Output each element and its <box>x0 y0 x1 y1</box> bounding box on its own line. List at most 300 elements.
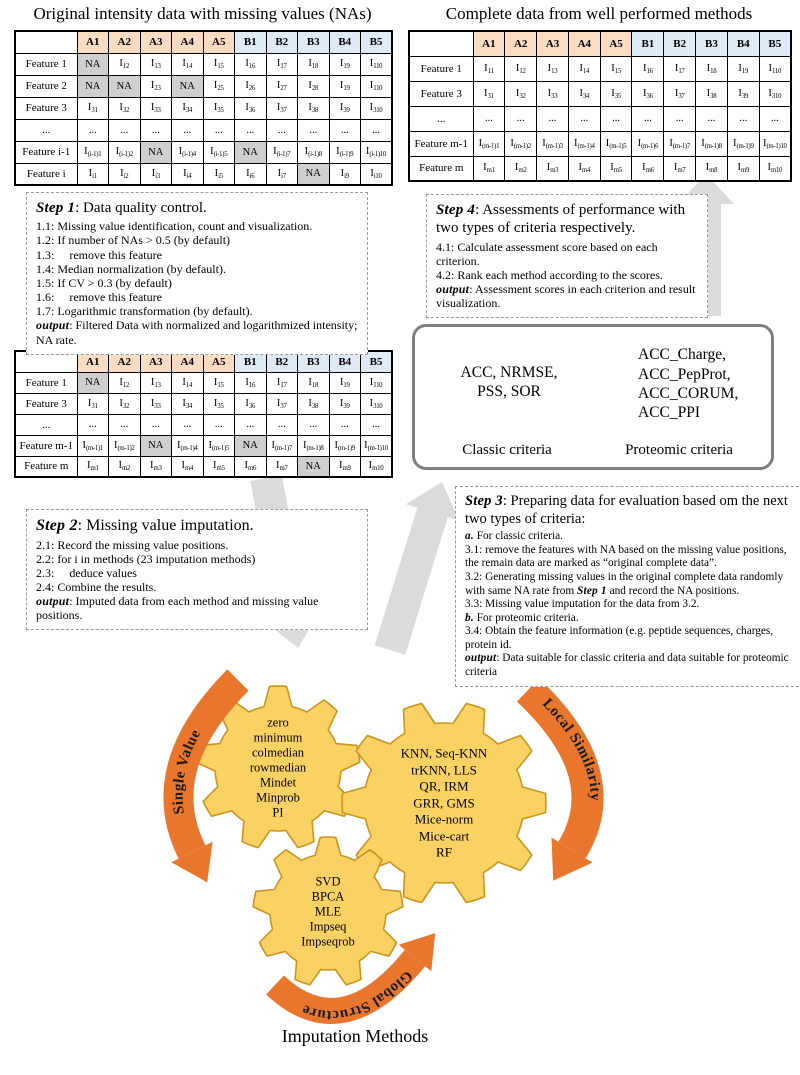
step1-lines <box>36 219 361 347</box>
table-row <box>15 456 392 477</box>
value-cell: $I_{19}$ <box>329 53 361 75</box>
value-cell: $I_{i5}$ <box>203 163 235 185</box>
value-cell: $I_{26}$ <box>235 75 267 97</box>
value-cell: $I_{15}$ <box>203 53 235 75</box>
value-cell: $I_{(i-1)2}$ <box>109 141 141 163</box>
column-header: A1 <box>77 351 109 372</box>
text-line: colmedian <box>251 745 305 760</box>
value-cell: $I_{18}$ <box>298 53 330 75</box>
value-cell: ... <box>140 414 172 435</box>
value-cell: $I_{110}$ <box>361 53 393 75</box>
text-line: PSS, SOR <box>477 383 541 400</box>
text-line: GRR, GMS <box>413 794 475 810</box>
row-label: Feature m <box>409 156 473 181</box>
value-cell: ... <box>298 119 330 141</box>
value-cell: $I_{m1}$ <box>77 456 109 477</box>
text-line: 4.2: Rank each method according to the scores. <box>436 267 663 282</box>
na-cell: NA <box>140 141 172 163</box>
value-cell: $I_{39}$ <box>329 97 361 119</box>
step1-box <box>26 192 368 355</box>
column-header: B3 <box>696 31 728 56</box>
text-line: ACC_CORUM, <box>638 385 739 402</box>
value-cell: $I_{(m-1)2}$ <box>109 435 141 456</box>
value-cell: $I_{i1}$ <box>77 163 109 185</box>
value-cell: $I_{31}$ <box>77 97 109 119</box>
classic-criteria-label: Classic criteria <box>462 442 552 458</box>
value-cell: ... <box>568 106 600 131</box>
value-cell: $I_{(i-1)8}$ <box>298 141 330 163</box>
value-cell: $I_{38}$ <box>298 393 330 414</box>
value-cell: $I_{39}$ <box>329 393 361 414</box>
figure-caption: Imputation Methods <box>281 1026 429 1046</box>
step3-title: Step 3: Preparing data for evaluation based om the next two types of criteria: <box>465 493 788 527</box>
column-header: B3 <box>298 351 330 372</box>
value-cell: ... <box>727 106 759 131</box>
value-cell: $I_{(m-1)8}$ <box>696 131 728 156</box>
value-cell: $I_{16}$ <box>632 56 664 81</box>
value-cell: ... <box>235 414 267 435</box>
text-line: ACC_Charge, <box>638 346 726 364</box>
value-cell: ... <box>664 106 696 131</box>
column-header: A5 <box>203 31 235 53</box>
text-line: 1.4: Median normalization (by default). <box>36 261 226 276</box>
value-cell: $I_{m6}$ <box>235 456 267 477</box>
table-row <box>15 414 392 435</box>
value-cell: $I_{37}$ <box>664 81 696 106</box>
text-line: KNN, Seq-KNN <box>400 745 488 761</box>
row-label: Feature 1 <box>409 56 473 81</box>
value-cell: $I_{34}$ <box>172 393 204 414</box>
step1-title: Step 1: Data quality control. <box>36 200 207 216</box>
value-cell: ... <box>600 106 632 131</box>
column-header <box>409 31 473 56</box>
value-cell: $I_{(m-1)10}$ <box>361 435 393 456</box>
value-cell: $I_{(i-1)4}$ <box>172 141 204 163</box>
table-row <box>15 53 392 75</box>
step3-box <box>455 486 800 687</box>
text-line: 1.5: If CV > 0.3 (by default) <box>36 275 172 290</box>
column-header: A4 <box>568 31 600 56</box>
text-line: SVD <box>315 874 341 889</box>
text-line: ACC_PPI <box>638 404 701 422</box>
value-cell: $I_{i3}$ <box>140 163 172 185</box>
value-cell: $I_{m3}$ <box>140 456 172 477</box>
text-line: zero <box>267 715 289 730</box>
value-cell: $I_{17}$ <box>266 53 298 75</box>
column-header: A5 <box>600 31 632 56</box>
value-cell: ... <box>329 119 361 141</box>
text-line: trKNN, LLS <box>411 761 477 777</box>
column-header: A3 <box>140 31 172 53</box>
text-line: output: Data suitable for classic criteria and data suitable for proteomic criteria <box>465 652 792 678</box>
step2-lines <box>36 538 358 623</box>
text-line: 2.3: deduce values <box>36 565 137 580</box>
row-label: Feature 1 <box>15 53 77 75</box>
value-cell: $I_{37}$ <box>266 97 298 119</box>
step4-box <box>426 194 708 318</box>
value-cell: $I_{35}$ <box>203 97 235 119</box>
text-line: 3.3: Missing value imputation for the data from 3.2. <box>465 598 700 611</box>
value-cell: $I_{m2}$ <box>109 456 141 477</box>
value-cell: $I_{13}$ <box>537 56 569 81</box>
value-cell: $I_{14}$ <box>172 53 204 75</box>
value-cell: $I_{m5}$ <box>203 456 235 477</box>
table-row <box>409 131 791 156</box>
column-header: B1 <box>235 31 267 53</box>
value-cell: ... <box>203 119 235 141</box>
text-line: Minprob <box>256 790 300 805</box>
column-header: A4 <box>172 351 204 372</box>
text-line: 2.1: Record the missing value positions. <box>36 537 229 552</box>
column-header: A5 <box>203 351 235 372</box>
value-cell: ... <box>109 119 141 141</box>
value-cell: ... <box>235 119 267 141</box>
text-line: 4.1: Calculate assessment score based on each criterion. <box>436 239 661 268</box>
global-structure-methods <box>301 875 354 950</box>
value-cell: $I_{310}$ <box>361 393 393 414</box>
text-line: Mindet <box>259 775 297 790</box>
step3-lines <box>465 530 799 679</box>
value-cell: $I_{110}$ <box>361 372 393 393</box>
text-line: 1.7: Logarithmic transformation (by default). <box>36 304 253 319</box>
value-cell: $I_{15}$ <box>600 56 632 81</box>
value-cell: ... <box>361 414 393 435</box>
value-cell: $I_{15}$ <box>203 372 235 393</box>
value-cell: $I_{m7}$ <box>664 156 696 181</box>
value-cell: $I_{m5}$ <box>600 156 632 181</box>
value-cell: $I_{i2}$ <box>109 163 141 185</box>
value-cell: $I_{12}$ <box>109 372 141 393</box>
text-line: MLE <box>314 904 342 919</box>
value-cell: $I_{12}$ <box>505 56 537 81</box>
value-cell: ... <box>696 106 728 131</box>
value-cell: ... <box>77 119 109 141</box>
value-cell: $I_{(i-1)5}$ <box>203 141 235 163</box>
row-label: Feature m <box>15 456 77 477</box>
column-header: B1 <box>632 31 664 56</box>
value-cell: ... <box>361 119 393 141</box>
table-row <box>15 393 392 414</box>
step4-lines <box>436 240 698 311</box>
text-line: QR, IRM <box>419 778 469 794</box>
value-cell: $I_{(m-1)4}$ <box>568 131 600 156</box>
value-cell: $I_{32}$ <box>109 97 141 119</box>
value-cell: $I_{25}$ <box>203 75 235 97</box>
value-cell: $I_{(i-1)10}$ <box>361 141 393 163</box>
value-cell: $I_{(m-1)5}$ <box>203 435 235 456</box>
step2-title: Step 2: Missing value imputation. <box>36 517 254 534</box>
row-label: Feature 2 <box>15 75 77 97</box>
value-cell: $I_{31}$ <box>77 393 109 414</box>
value-cell: $I_{(m-1)3}$ <box>537 131 569 156</box>
text-line: a. For classic criteria. <box>465 530 563 543</box>
value-cell: $I_{31}$ <box>473 81 505 106</box>
left-table-title: Original intensity data with missing values (NAs) <box>33 4 372 23</box>
value-cell: $I_{(m-1)9}$ <box>727 131 759 156</box>
column-header: B4 <box>329 31 361 53</box>
na-cell: NA <box>77 75 109 97</box>
text-line: 2.2: for i in methods (23 imputation methods) <box>36 551 256 566</box>
table-row <box>15 372 392 393</box>
value-cell: $I_{11}$ <box>473 56 505 81</box>
table-row <box>15 435 392 456</box>
row-label: ... <box>15 119 77 141</box>
value-cell: $I_{17}$ <box>664 56 696 81</box>
text-line: RF <box>436 844 452 860</box>
na-cell: NA <box>298 163 330 185</box>
text-line: Impseqrob <box>301 934 355 949</box>
value-cell: $I_{i10}$ <box>361 163 393 185</box>
row-label: Feature 3 <box>15 97 77 119</box>
text-line: minimum <box>253 730 303 745</box>
row-label: ... <box>15 414 77 435</box>
value-cell: $I_{(m-1)8}$ <box>298 435 330 456</box>
value-cell: $I_{35}$ <box>203 393 235 414</box>
column-header: B2 <box>266 351 298 372</box>
value-cell: $I_{(m-1)2}$ <box>505 131 537 156</box>
value-cell: $I_{(m-1)9}$ <box>329 435 361 456</box>
value-cell: $I_{39}$ <box>727 81 759 106</box>
text-line: Mice-norm <box>414 811 474 827</box>
value-cell: $I_{(m-1)10}$ <box>759 131 791 156</box>
value-cell: $I_{12}$ <box>109 53 141 75</box>
text-line: output: Filtered Data with normalized and logarithmized intensity; NA rate. <box>36 318 361 347</box>
value-cell: $I_{14}$ <box>172 372 204 393</box>
text-line: Mice-cart <box>418 827 470 843</box>
value-cell: $I_{16}$ <box>235 372 267 393</box>
text-line: output: Assessment scores in each criterion and result visualization. <box>436 282 699 311</box>
local-similarity-methods <box>401 745 488 861</box>
filtered-data-table <box>14 350 393 478</box>
text-line: ACC_PepProt, <box>638 365 731 383</box>
table-row <box>15 97 392 119</box>
row-label: Feature 3 <box>409 81 473 106</box>
row-label: Feature m-1 <box>409 131 473 156</box>
text-line: output: Imputed data from each method and missing value positions. <box>36 594 322 623</box>
value-cell: ... <box>537 106 569 131</box>
value-cell: ... <box>632 106 664 131</box>
local-similarity-label: Local Similarity <box>539 695 603 802</box>
table-row <box>409 106 791 131</box>
text-line: 3.1: remove the features with NA based on the missing value positions, the remain data are marked as “original complete data”. <box>465 543 790 570</box>
value-cell: $I_{m4}$ <box>568 156 600 181</box>
text-line: BPCA <box>311 889 345 904</box>
value-cell: $I_{36}$ <box>632 81 664 106</box>
na-cell: NA <box>172 75 204 97</box>
text-line: Impseq <box>309 919 347 934</box>
value-cell: ... <box>266 119 298 141</box>
column-header: A2 <box>109 351 141 372</box>
na-cell: NA <box>235 141 267 163</box>
value-cell: $I_{(m-1)7}$ <box>664 131 696 156</box>
value-cell: $I_{m4}$ <box>172 456 204 477</box>
column-header: B5 <box>361 351 393 372</box>
value-cell: $I_{m7}$ <box>266 456 298 477</box>
original-data-table <box>14 30 393 186</box>
value-cell: $I_{27}$ <box>266 75 298 97</box>
column-header: B5 <box>361 31 393 53</box>
text-line: 2.4: Combine the results. <box>36 579 157 594</box>
value-cell: $I_{(i-1)9}$ <box>329 141 361 163</box>
column-header: B4 <box>727 31 759 56</box>
na-cell: NA <box>235 435 267 456</box>
value-cell: $I_{14}$ <box>568 56 600 81</box>
table-row <box>15 75 392 97</box>
value-cell: $I_{i6}$ <box>235 163 267 185</box>
value-cell: $I_{28}$ <box>298 75 330 97</box>
value-cell: $I_{(i-1)7}$ <box>266 141 298 163</box>
value-cell: ... <box>140 119 172 141</box>
table-row <box>409 81 791 106</box>
column-header: B4 <box>329 351 361 372</box>
column-header: A3 <box>537 31 569 56</box>
value-cell: ... <box>759 106 791 131</box>
column-header: B2 <box>664 31 696 56</box>
proteomic-criteria-label: Proteomic criteria <box>625 442 733 458</box>
text-line: 1.1: Missing value identification, count and visualization. <box>36 219 313 234</box>
text-line: 1.2: If number of NAs > 0.5 (by default) <box>36 233 231 248</box>
value-cell: $I_{38}$ <box>298 97 330 119</box>
single-value-label: Single Value <box>170 726 205 816</box>
row-label: Feature i-1 <box>15 141 77 163</box>
column-header: B5 <box>759 31 791 56</box>
table-row <box>409 56 791 81</box>
right-table-title: Complete data from well performed methods <box>445 4 753 23</box>
value-cell: $I_{m9}$ <box>727 156 759 181</box>
row-label: Feature i <box>15 163 77 185</box>
value-cell: $I_{310}$ <box>759 81 791 106</box>
column-header <box>15 31 77 53</box>
value-cell: ... <box>329 414 361 435</box>
column-header: A3 <box>140 351 172 372</box>
value-cell: ... <box>172 414 204 435</box>
value-cell: $I_{16}$ <box>235 53 267 75</box>
value-cell: $I_{36}$ <box>235 393 267 414</box>
value-cell: $I_{m2}$ <box>505 156 537 181</box>
value-cell: $I_{36}$ <box>235 97 267 119</box>
column-header: A1 <box>77 31 109 53</box>
value-cell: ... <box>473 106 505 131</box>
value-cell: $I_{i7}$ <box>266 163 298 185</box>
classic-criteria-list <box>447 338 571 426</box>
value-cell: $I_{18}$ <box>696 56 728 81</box>
text-line: 3.4: Obtain the feature information (e.g. peptide sequences, charges, protein id. <box>465 625 776 651</box>
value-cell: $I_{i9}$ <box>329 163 361 185</box>
text-line: 3.2: Generating missing values in the original complete data randomly with same NA rate from Step 1 and record the NA positions. <box>465 571 786 597</box>
value-cell: $I_{(m-1)7}$ <box>266 435 298 456</box>
na-cell: NA <box>109 75 141 97</box>
column-header: A1 <box>473 31 505 56</box>
text-line: rowmedian <box>249 760 307 775</box>
text-line: 1.6: remove this feature <box>36 290 162 305</box>
value-cell: $I_{m8}$ <box>696 156 728 181</box>
value-cell: $I_{32}$ <box>109 393 141 414</box>
na-cell: NA <box>77 53 109 75</box>
value-cell: $I_{19}$ <box>329 75 361 97</box>
text-line: b. For proteomic criteria. <box>465 611 579 624</box>
value-cell: $I_{110}$ <box>759 56 791 81</box>
value-cell: ... <box>266 414 298 435</box>
step4-title: Step 4: Assessments of performance with two types of criteria respectively. <box>436 202 686 237</box>
text-line: ACC, NRMSE, <box>460 363 558 381</box>
value-cell: $I_{(m-1)1}$ <box>77 435 109 456</box>
column-header: A2 <box>109 31 141 53</box>
value-cell: ... <box>203 414 235 435</box>
row-label: ... <box>409 106 473 131</box>
global-structure-label: Global Structure <box>299 967 416 1024</box>
value-cell: $I_{m9}$ <box>329 456 361 477</box>
na-cell: NA <box>77 372 109 393</box>
value-cell: $I_{i4}$ <box>172 163 204 185</box>
value-cell: $I_{(m-1)5}$ <box>600 131 632 156</box>
value-cell: $I_{110}$ <box>361 75 393 97</box>
value-cell: $I_{18}$ <box>298 372 330 393</box>
value-cell: $I_{33}$ <box>537 81 569 106</box>
value-cell: $I_{32}$ <box>505 81 537 106</box>
value-cell: $I_{m6}$ <box>632 156 664 181</box>
table-row <box>409 156 791 181</box>
value-cell: $I_{33}$ <box>140 393 172 414</box>
na-cell: NA <box>140 435 172 456</box>
column-header: B2 <box>266 31 298 53</box>
flow-arrow-gears-to-step3 <box>375 482 460 655</box>
column-header: A4 <box>172 31 204 53</box>
proteomic-criteria-list <box>638 338 748 430</box>
value-cell: $I_{23}$ <box>140 75 172 97</box>
column-header: B3 <box>298 31 330 53</box>
gear-shapes <box>196 686 546 985</box>
text-line: 1.3: remove this feature <box>36 247 162 262</box>
value-cell: $I_{(m-1)1}$ <box>473 131 505 156</box>
value-cell: ... <box>109 414 141 435</box>
row-label: Feature 3 <box>15 393 77 414</box>
value-cell: $I_{(i-1)1}$ <box>77 141 109 163</box>
value-cell: $I_{19}$ <box>329 372 361 393</box>
row-label: Feature m-1 <box>15 435 77 456</box>
value-cell: $I_{m10}$ <box>759 156 791 181</box>
row-label: Feature 1 <box>15 372 77 393</box>
value-cell: $I_{(m-1)4}$ <box>172 435 204 456</box>
value-cell: $I_{34}$ <box>172 97 204 119</box>
single-value-methods <box>250 716 306 821</box>
value-cell: $I_{38}$ <box>696 81 728 106</box>
table-row <box>15 119 392 141</box>
value-cell: $I_{m3}$ <box>537 156 569 181</box>
value-cell: ... <box>172 119 204 141</box>
value-cell: ... <box>298 414 330 435</box>
value-cell: $I_{(m-1)6}$ <box>632 131 664 156</box>
column-header: A2 <box>505 31 537 56</box>
value-cell: $I_{33}$ <box>140 97 172 119</box>
value-cell: $I_{m1}$ <box>473 156 505 181</box>
value-cell: $I_{13}$ <box>140 53 172 75</box>
value-cell: $I_{17}$ <box>266 372 298 393</box>
value-cell: $I_{310}$ <box>361 97 393 119</box>
value-cell: $I_{m10}$ <box>361 456 393 477</box>
value-cell: ... <box>77 414 109 435</box>
value-cell: ... <box>505 106 537 131</box>
value-cell: $I_{19}$ <box>727 56 759 81</box>
value-cell: $I_{34}$ <box>568 81 600 106</box>
value-cell: $I_{13}$ <box>140 372 172 393</box>
complete-data-table <box>408 30 792 182</box>
na-cell: NA <box>298 456 330 477</box>
text-line: PI <box>272 805 284 820</box>
column-header: B1 <box>235 351 267 372</box>
step2-box <box>26 509 368 630</box>
value-cell: $I_{37}$ <box>266 393 298 414</box>
value-cell: $I_{35}$ <box>600 81 632 106</box>
